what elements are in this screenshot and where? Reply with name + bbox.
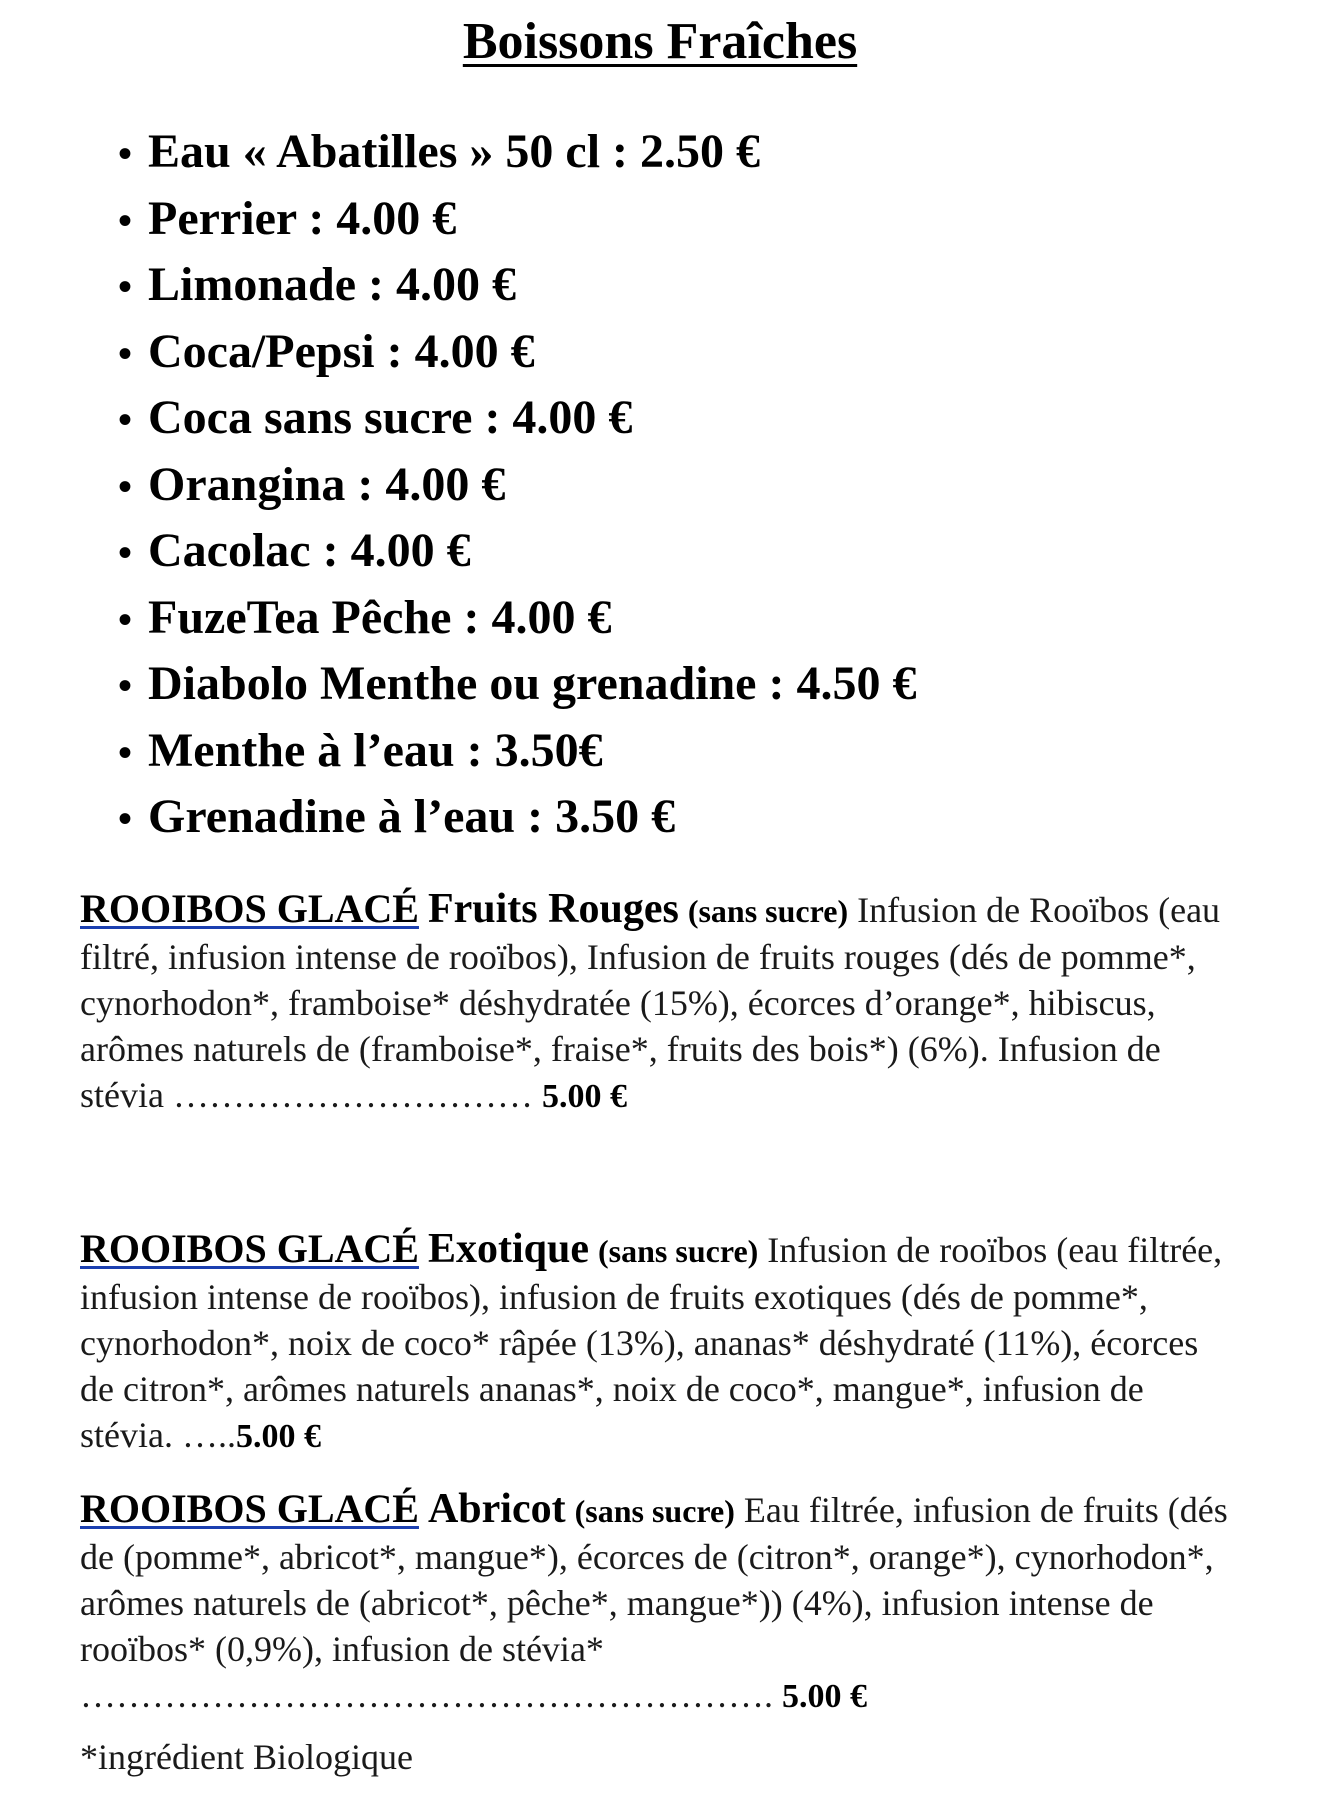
list-item: • Limonade : 4.00 €: [118, 253, 916, 320]
rooibos-heading: ROOIBOS GLACÉ: [80, 1486, 419, 1531]
page-title: Boissons Fraîches: [462, 13, 858, 70]
rooibos-fruits-rouges-item: [80, 886, 1240, 1120]
bullet-icon: •: [118, 796, 133, 841]
rooibos-heading: ROOIBOS GLACÉ: [80, 886, 419, 931]
sugar-note: (sans sucre): [574, 1493, 735, 1529]
list-item: • Perrier : 4.00 €: [118, 187, 916, 254]
rooibos-price: 5.00 €: [235, 1418, 321, 1455]
sugar-note: (sans sucre): [598, 1233, 759, 1269]
bullet-icon: •: [118, 330, 133, 376]
bullet-icon: •: [118, 397, 133, 442]
sugar-note: (sans sucre): [687, 893, 849, 929]
organic-footnote: *ingrédient Biologique: [80, 1737, 413, 1777]
rooibos-flavor: Abricot: [427, 1486, 566, 1532]
list-item: • Eau « Abatilles » 50 cl : 2.50 €: [118, 120, 916, 187]
list-item: • Orangina : 4.00 €: [118, 453, 916, 520]
list-item: • Grenadine à l’eau : 3.50 €: [118, 785, 916, 852]
rooibos-price: 5.00 €: [541, 1078, 627, 1115]
list-item: • FuzeTea Pêche : 4.00 €: [118, 586, 916, 653]
cold-drinks-list: [118, 120, 916, 852]
bullet-icon: •: [118, 530, 133, 575]
rooibos-description: Infusion de rooïbos (eau filtrée, infusion intense de rooïbos), infusion de fruits exotiques (dés de pomme*, cynorhodon*, noix de coco* râpée (13%), ananas* déshydraté (11%), écorces de citron*, arômes naturels ananas*, noix de coco*, mangue*, infusion de stévia. …..: [80, 1230, 1223, 1455]
rooibos-flavor: Exotique: [427, 1226, 589, 1272]
list-item: • Diabolo Menthe ou grenadine : 4.50 €: [118, 652, 916, 719]
rooibos-description: Eau filtrée, infusion de fruits (dés de (pomme*, abricot*, mangue*), écorces de (citron*, orange*), cynorhodon*, arômes naturels de (abricot*, pêche*, mangue*)) (4%), infusion intense de rooïbos* (0,9%), infusion de stévia* ………………………………………………….: [80, 1490, 1228, 1715]
bullet-icon: •: [118, 264, 133, 309]
rooibos-description: Infusion de Rooïbos (eau filtré, infusion intense de rooïbos), Infusion de fruits rouges (dés de pomme*, cynorhodon*, framboise* déshydratée (15%), écorces d’orange*, hibiscus, arômes naturels de (framboise*, fraise*, fruits des bois*) (6%). Infusion de stévia …………………………: [80, 890, 1221, 1115]
rooibos-exotique-item: [80, 1226, 1240, 1460]
rooibos-flavor: Fruits Rouges: [427, 886, 679, 932]
rooibos-abricot-item: [80, 1486, 1240, 1720]
bullet-icon: •: [118, 729, 133, 775]
list-item: • Coca/Pepsi : 4.00 €: [118, 320, 916, 387]
list-item: • Coca sans sucre : 4.00 €: [118, 386, 916, 453]
bullet-icon: •: [118, 663, 133, 708]
list-item: • Cacolac : 4.00 €: [118, 519, 916, 586]
bullet-icon: •: [118, 197, 133, 243]
bullet-icon: •: [118, 463, 133, 509]
list-item: • Menthe à l’eau : 3.50€: [118, 719, 916, 786]
bullet-icon: •: [118, 131, 133, 176]
rooibos-price: 5.00 €: [782, 1678, 867, 1715]
bullet-icon: •: [118, 596, 133, 642]
rooibos-heading: ROOIBOS GLACÉ: [80, 1226, 419, 1271]
